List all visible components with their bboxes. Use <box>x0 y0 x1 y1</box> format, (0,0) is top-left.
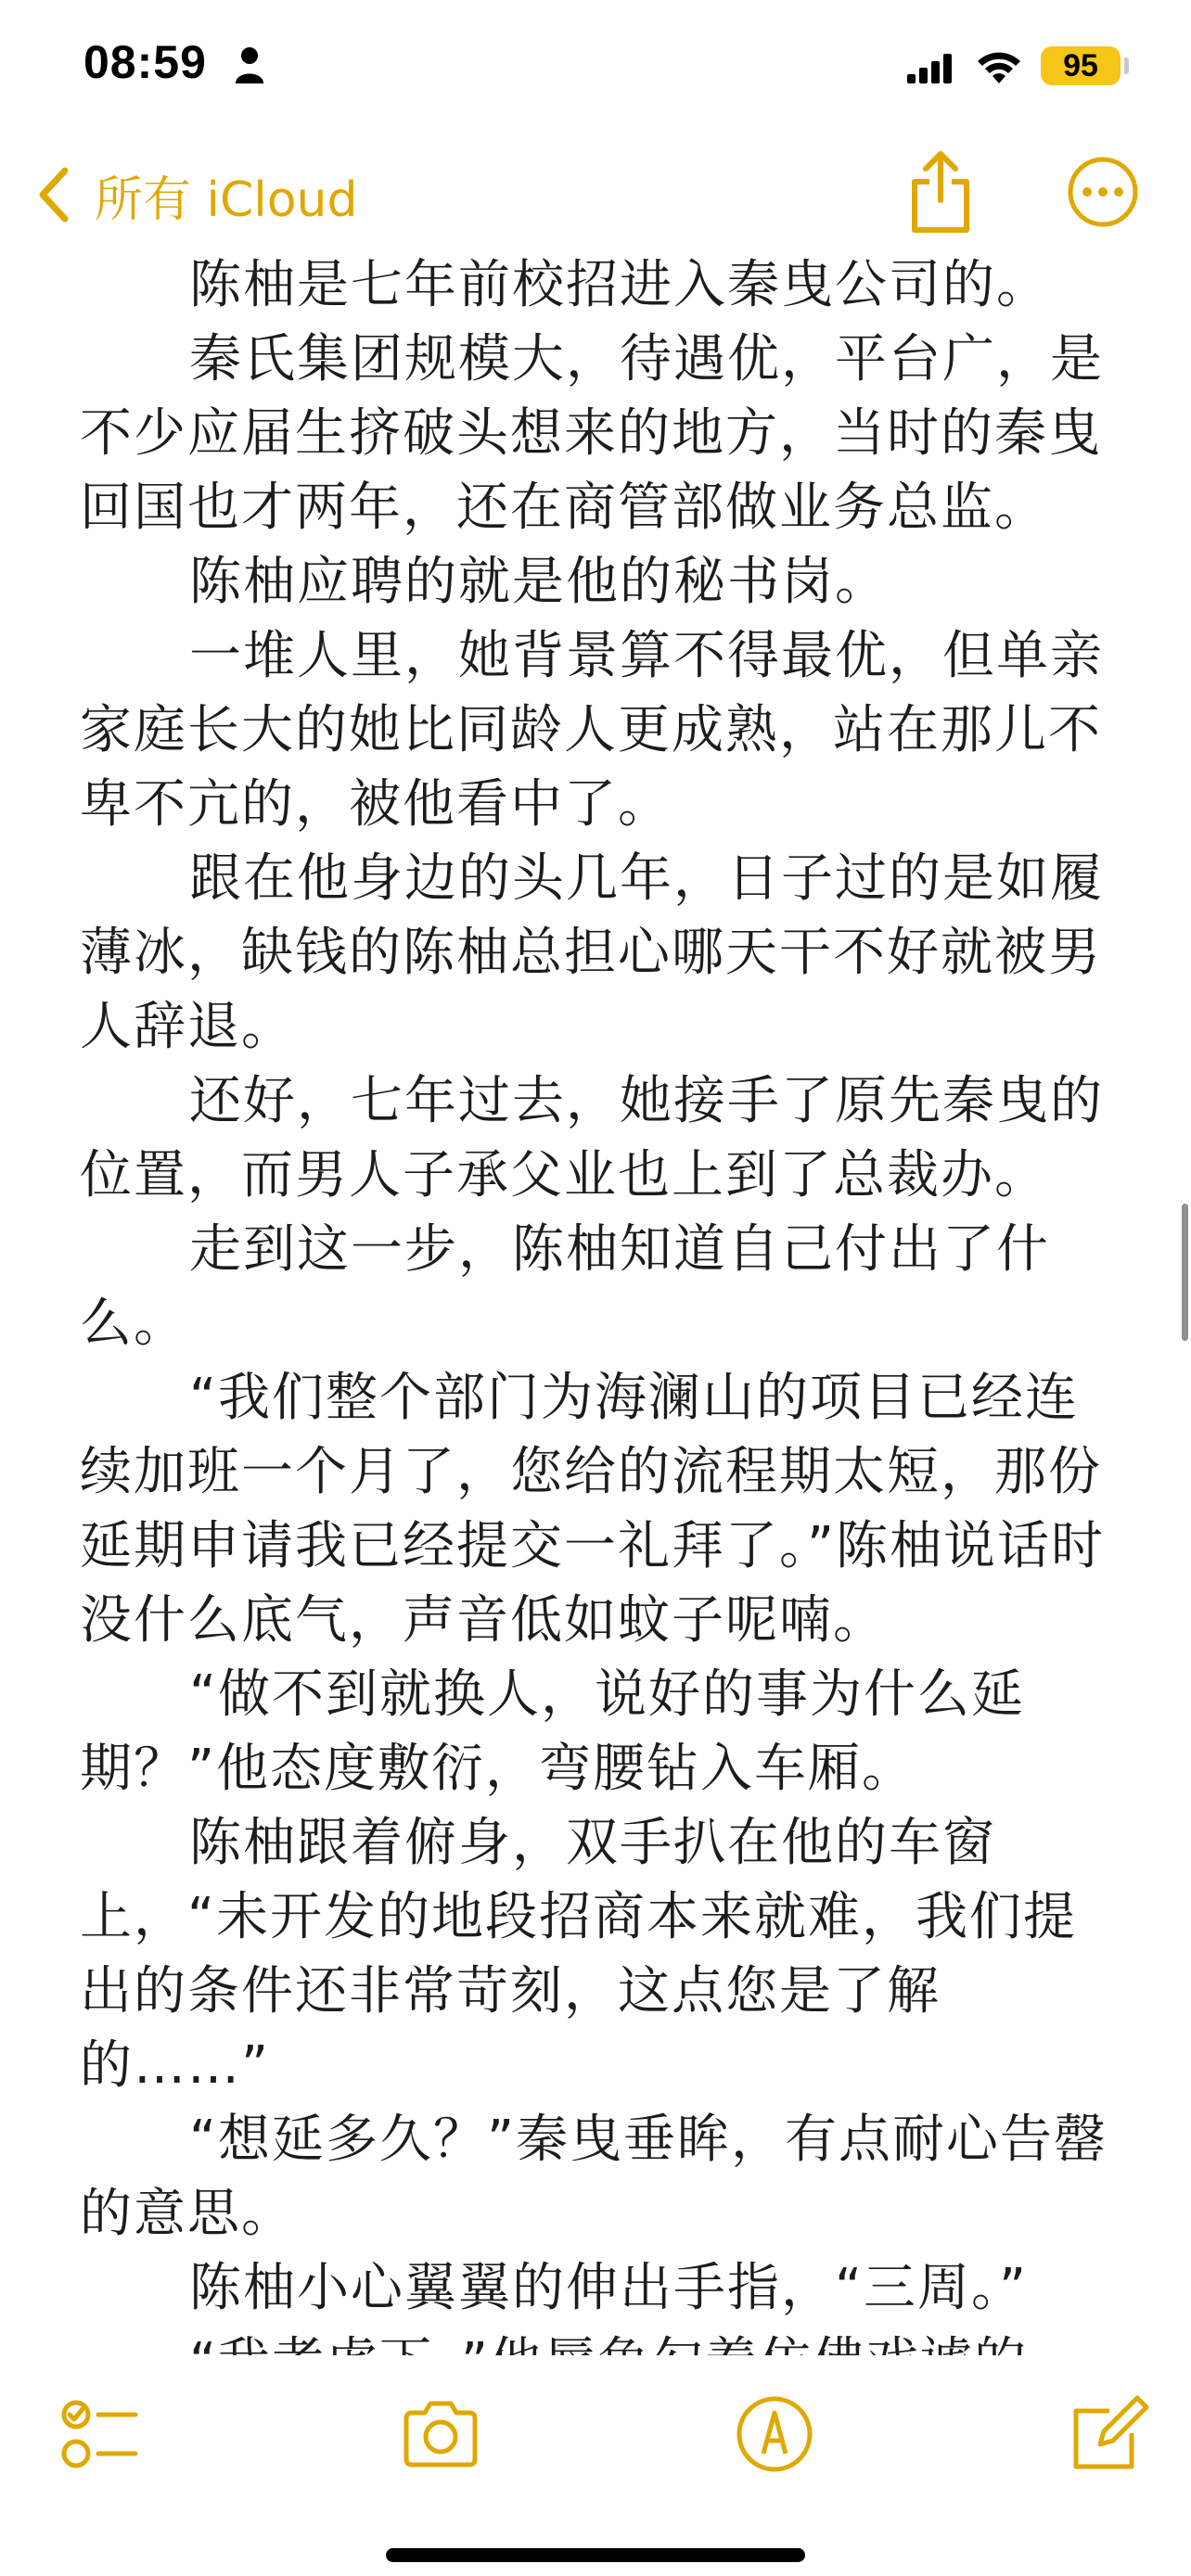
battery-icon: 95 <box>1041 46 1121 85</box>
back-label: 所有 iCloud <box>95 172 358 228</box>
note-paragraph: “我们整个部门为海澜山的项目已经连续加班一个月了，您给的流程期太短，那份延期申请我已经提交一礼拜了。”陈柚说话时没什么底气，声音低如蚊子呢喃。 <box>80 1368 1106 1651</box>
scroll-indicator[interactable] <box>1182 1204 1188 1341</box>
note-paragraph: 陈柚跟着俯身，双手扒在他的车窗上，“未开发的地段招商本来就难，我们提出的条件还非常苛刻，这点您是了解的……” <box>80 1813 1078 2096</box>
more-icon[interactable] <box>1067 156 1139 228</box>
home-indicator[interactable] <box>386 2548 805 2562</box>
note-paragraph: “做不到就换人，说好的事为什么延期？”他态度敷衍，弯腰钻入车厢。 <box>80 1664 1026 1799</box>
person-icon <box>234 46 265 83</box>
note-paragraph: 陈柚应聘的就是他的秘书岗。 <box>189 552 889 612</box>
note-body[interactable] <box>80 249 1119 2400</box>
bottom-toolbar <box>0 2383 1191 2485</box>
camera-icon[interactable] <box>399 2392 482 2476</box>
wifi-icon <box>976 48 1022 83</box>
note-paragraph: 秦氏集团规模大，待遇优，平台广，是不少应届生挤破头想来的地方，当时的秦曳回国也才两年，还在商管部做业务总监。 <box>80 329 1104 538</box>
back-button[interactable] <box>35 158 358 232</box>
markup-icon[interactable] <box>733 2392 816 2476</box>
note-paragraph: 陈柚小心翼翼的伸出手指，“三周。” <box>189 2258 1029 2318</box>
note-paragraph: 还好，七年过去，她接手了原先秦曳的位置，而男人子承父业也上到了总裁办。 <box>80 1071 1104 1205</box>
signal-icon <box>907 54 954 83</box>
note-paragraph: 跟在他身边的头几年，日子过的是如履薄冰，缺钱的陈柚总担心哪天干不好就被男人辞退。 <box>80 848 1104 1057</box>
note-paragraph: 走到这一步，陈柚知道自己付出了什么。 <box>80 1219 1050 1354</box>
note-paragraph: “想延多久？”秦曳垂眸，有点耐心告罄的意思。 <box>80 2110 1108 2244</box>
nav-bar <box>0 139 1191 250</box>
note-paragraph: 陈柚是七年前校招进入秦曳公司的。 <box>189 255 1050 315</box>
note-paragraph: 一堆人里，她背景算不得最优，但单亲家庭长大的她比同龄人更成熟，站在那儿不卑不亢的，被他看中了。 <box>80 626 1104 835</box>
status-time: 08:59 <box>83 36 207 88</box>
checklist-icon[interactable] <box>56 2392 139 2476</box>
compose-icon[interactable] <box>1067 2392 1150 2476</box>
share-icon[interactable] <box>907 150 974 234</box>
battery-cap <box>1124 57 1129 74</box>
status-bar <box>0 0 1191 139</box>
chevron-left-icon <box>35 165 72 224</box>
